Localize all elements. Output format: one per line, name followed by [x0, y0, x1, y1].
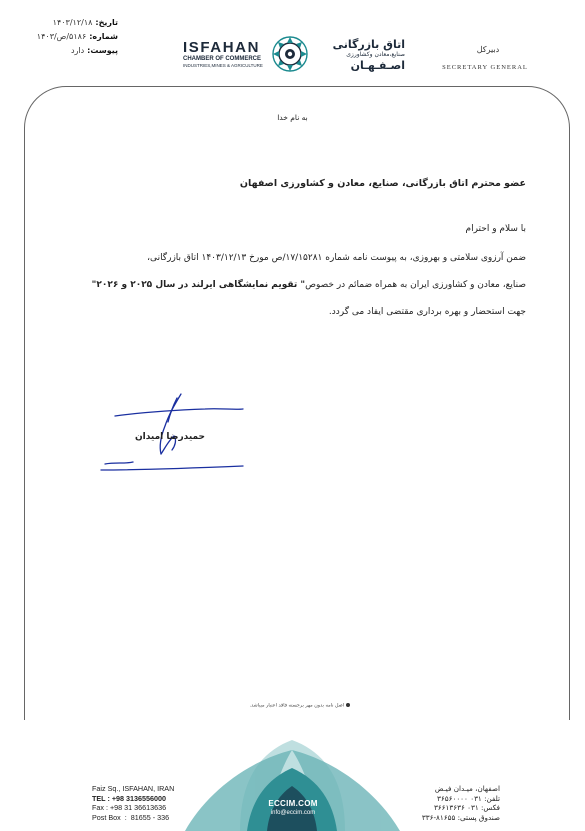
secretary-general-fa: دبیرکل — [476, 45, 500, 54]
paragraph-line-2-bold: " تقویم نمایشگاهی ایرلند در سال ۲۰۲۵ و ۲۰۲۶" — [91, 280, 306, 290]
contact-fax-en: Fax : +98 31 36613636 — [92, 803, 167, 812]
logo-fa-chamber: اتاق بازرگانی — [332, 38, 405, 51]
paragraph-line-1: ضمن آرزوی سلامتی و بهروزی، به پیوست نامه شماره ۱۷/۱۵۲۸۱/ص مورخ ۱۴۰۳/۱۲/۱۳ اتاق بازرگانی، — [147, 253, 526, 263]
contact-address-en: Faiz Sq., ISFAHAN, IRAN — [92, 784, 175, 793]
paragraph-line-3: جهت استحضار و بهره برداری مقتضی ایفاد می گردد. — [328, 307, 526, 317]
signatory-name: حمیدرضا امیدان — [134, 432, 206, 442]
email-link[interactable]: info@eccim.com — [270, 810, 316, 816]
bullet-icon — [346, 703, 350, 707]
website-block — [258, 799, 328, 817]
paragraph-line-2 — [46, 272, 526, 299]
letter-meta — [8, 16, 118, 58]
contact-fax-fa: فکس: ۰۳۱ ۳۶۶۱۳۶۳۶ — [433, 803, 500, 812]
logo-fa-city: اصـفـهـان — [350, 59, 405, 72]
date-label: تاریخ: — [95, 18, 118, 27]
contact-english — [92, 784, 202, 822]
contact-pobox-fa: صندوق پستی: ۸۱۶۵۵-۳۳۶ — [421, 812, 500, 822]
logo-chamber: CHAMBER OF COMMERCE — [183, 56, 261, 62]
website-link[interactable]: ECCIM.COM — [268, 799, 318, 808]
contact-tel-fa: تلفن: ۰۳۱ ۳۶۵۶۰۰۰۰ — [437, 793, 500, 803]
number-label: شماره: — [89, 32, 118, 41]
attachment-value: دارد — [70, 46, 85, 55]
logo-industries: INDUSTRIES,MINES & AGRICULTURE — [183, 63, 263, 68]
secretary-general-en: SECRETARY GENERAL — [442, 64, 528, 71]
chamber-emblem-icon — [270, 34, 310, 74]
contact-pobox-en: Post Box : 81655 - 336 — [92, 812, 170, 822]
logo-fa-industries: صنایع،معادن وکشاورزی — [346, 51, 405, 58]
logo-persian — [313, 38, 405, 72]
attachment-row — [8, 44, 118, 58]
paragraph-line-2-plain: صنایع، معادن و کشاورزی ایران به همراه ضمائم در خصوص — [305, 280, 526, 290]
decorative-rosette-icon — [185, 740, 400, 831]
footnote-text: اصل نامه بدون مهر برجسته فاقد اعتبار میباشد. — [249, 703, 344, 709]
attachment-label: پیوست: — [87, 46, 118, 55]
validity-footnote — [180, 703, 350, 709]
letter-paragraph — [46, 245, 526, 326]
contact-tel-en: TEL : +98 3136556000 — [92, 793, 166, 803]
logo-city: ISFAHAN — [183, 39, 261, 56]
logo-english — [183, 40, 269, 69]
date-row — [8, 16, 118, 30]
contact-persian — [400, 784, 500, 822]
contact-address-fa: اصفهان، میـدان فیـض — [434, 784, 500, 793]
number-value: ۵۱۸۶/ص/۱۴۰۳ — [36, 32, 87, 41]
number-row — [8, 30, 118, 44]
date-value: ۱۴۰۳/۱۲/۱۸ — [52, 18, 93, 27]
greeting: با سلام و احترام — [465, 224, 526, 234]
addressee: عضو محترم اتاق بازرگانی، صنایع، معادن و کشاورزی اصفهان — [239, 178, 526, 189]
basmala: به نام خدا — [277, 113, 308, 122]
